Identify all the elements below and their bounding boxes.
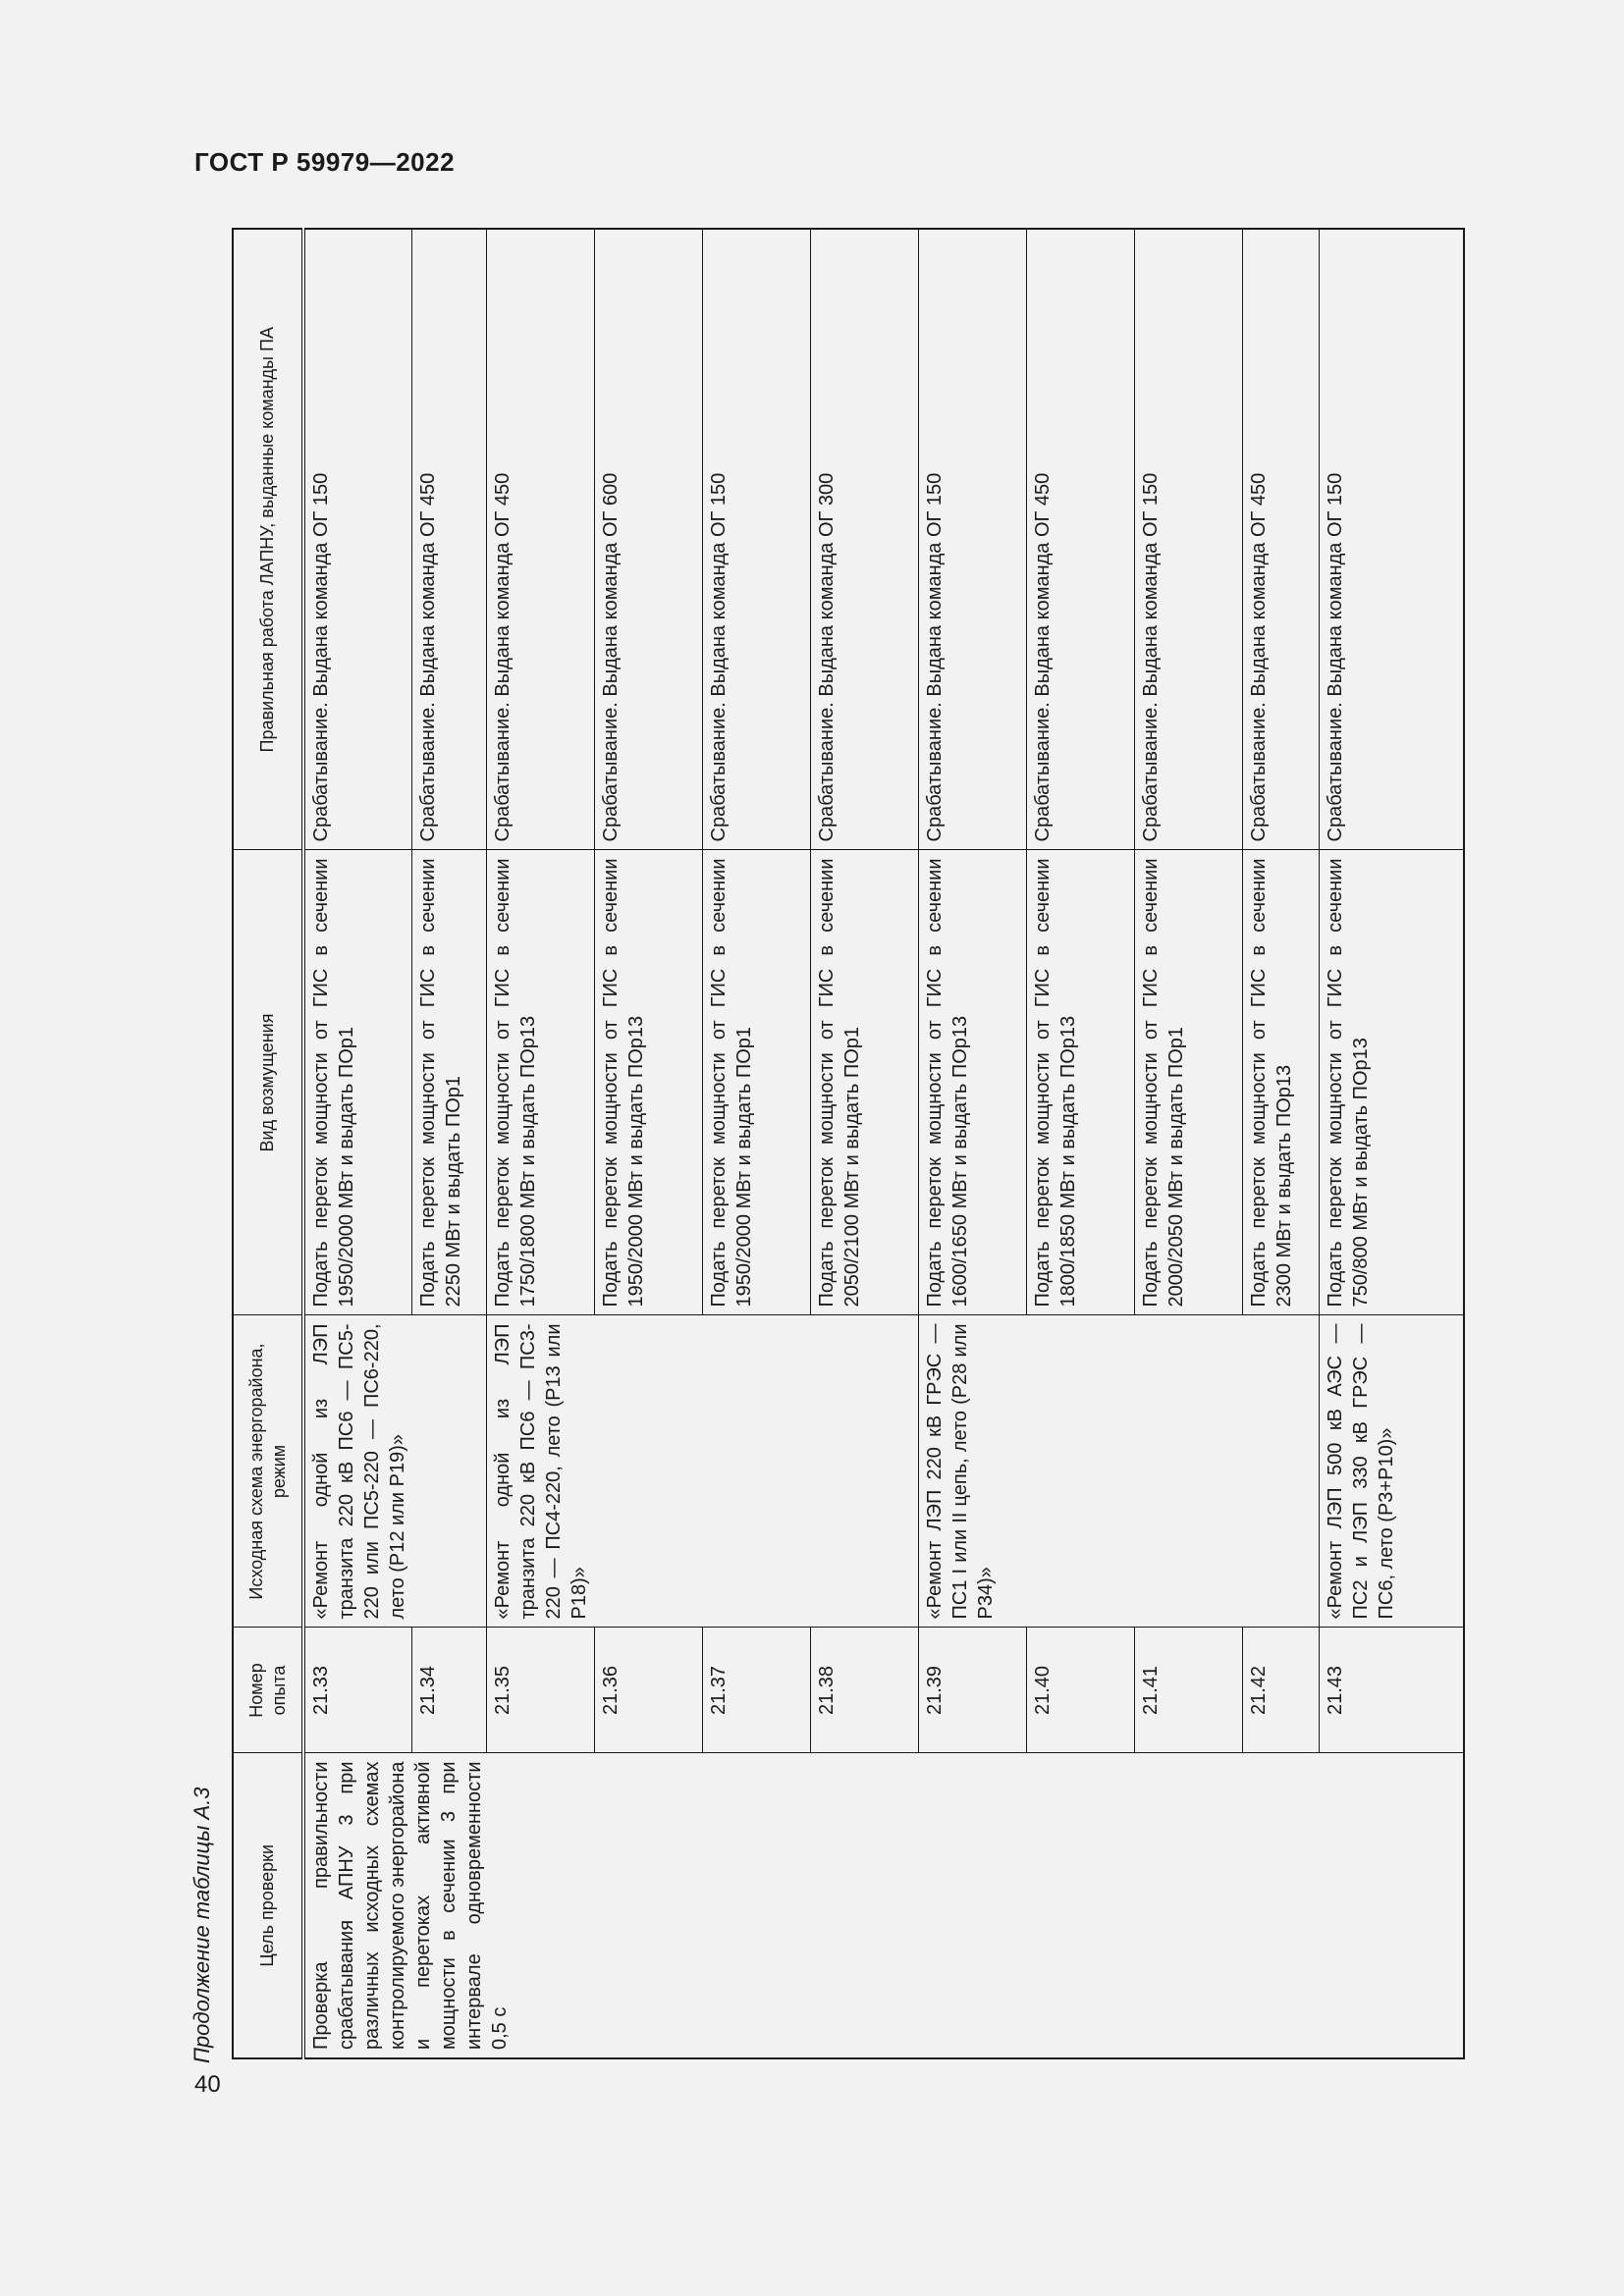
- test-table: [232, 228, 1465, 2059]
- table-row: [303, 229, 411, 2058]
- table-header-row: [233, 229, 303, 2058]
- experiment-number: 21.36: [594, 1628, 702, 1753]
- goal-cell: Проверка правильности срабатывания АПНУ 3 при различных исходных схемах контролируемого энергорайона и перетоках активной мощности в сечении 3 при интервале одновременности 0,5 с: [303, 1753, 1464, 2058]
- result-cell: Срабатывание. Выдана команда ОГ 450: [411, 229, 486, 850]
- result-cell: Срабатывание. Выдана команда ОГ 150: [1134, 229, 1242, 850]
- experiment-number: 21.39: [918, 1628, 1026, 1753]
- disturbance-cell: Подать переток мощности от ГИС в сечении 750/800 МВт и выдать ПОр13: [1319, 850, 1464, 1315]
- column-header-result: Правильная работа ЛАПНУ, выданные команды ПА: [233, 229, 303, 850]
- result-cell: Срабатывание. Выдана команда ОГ 300: [810, 229, 918, 850]
- disturbance-cell: Подать переток мощности от ГИС в сечении 1750/1800 МВт и выдать ПОр13: [486, 850, 594, 1315]
- disturbance-cell: Подать переток мощности от ГИС в сечении 2000/2050 МВт и выдать ПОр1: [1134, 850, 1242, 1315]
- disturbance-cell: Подать переток мощности от ГИС в сечении 2250 МВт и выдать ПОр1: [411, 850, 486, 1315]
- experiment-number: 21.40: [1026, 1628, 1134, 1753]
- scheme-cell: «Ремонт одной из ЛЭП транзита 220 кВ ПС6 — ПС5-220 или ПС5-220 — ПС6-220, лето (Р12 или Р19)»: [303, 1315, 486, 1628]
- result-cell: Срабатывание. Выдана команда ОГ 150: [702, 229, 810, 850]
- experiment-number: 21.35: [486, 1628, 594, 1753]
- disturbance-cell: Подать переток мощности от ГИС в сечении 1600/1650 МВт и выдать ПОр13: [918, 850, 1026, 1315]
- result-cell: Срабатывание. Выдана команда ОГ 600: [594, 229, 702, 850]
- experiment-number: 21.37: [702, 1628, 810, 1753]
- rotated-table-wrapper: [232, 230, 1465, 2059]
- scheme-cell: «Ремонт ЛЭП 220 кВ ГРЭС — ПС1 I или II цепь, лето (Р28 или Р34)»: [918, 1315, 1319, 1628]
- scheme-cell: «Ремонт одной из ЛЭП транзита 220 кВ ПС6 — ПС3-220 — ПС4-220, лето (Р13 или Р18)»: [486, 1315, 918, 1628]
- experiment-number: 21.34: [411, 1628, 486, 1753]
- disturbance-cell: Подать переток мощности от ГИС в сечении 2300 МВт и выдать ПОр13: [1242, 850, 1319, 1315]
- document-header-title: ГОСТ Р 59979—2022: [194, 147, 456, 177]
- disturbance-cell: Подать переток мощности от ГИС в сечении 1950/2000 МВт и выдать ПОр13: [594, 850, 702, 1315]
- result-cell: Срабатывание. Выдана команда ОГ 150: [1319, 229, 1464, 850]
- experiment-number: 21.42: [1242, 1628, 1319, 1753]
- result-cell: Срабатывание. Выдана команда ОГ 150: [918, 229, 1026, 850]
- disturbance-cell: Подать переток мощности от ГИС в сечении 1950/2000 МВт и выдать ПОр1: [303, 850, 411, 1315]
- disturbance-cell: Подать переток мощности от ГИС в сечении 2050/2100 МВт и выдать ПОр1: [810, 850, 918, 1315]
- column-header-number: Номер опыта: [233, 1628, 303, 1753]
- result-cell: Срабатывание. Выдана команда ОГ 450: [1026, 229, 1134, 850]
- experiment-number: 21.33: [303, 1628, 411, 1753]
- result-cell: Срабатывание. Выдана команда ОГ 450: [1242, 229, 1319, 850]
- column-header-scheme: Исходная схема энергорайона, режим: [233, 1315, 303, 1628]
- page-number: 40: [194, 2071, 221, 2098]
- experiment-number: 21.41: [1134, 1628, 1242, 1753]
- column-header-disturbance: Вид возмущения: [233, 850, 303, 1315]
- experiment-number: 21.43: [1319, 1628, 1464, 1753]
- table-caption: Продолжение таблицы А.3: [189, 1787, 214, 2063]
- experiment-number: 21.38: [810, 1628, 918, 1753]
- disturbance-cell: Подать переток мощности от ГИС в сечении 1800/1850 МВт и выдать ПОр13: [1026, 850, 1134, 1315]
- result-cell: Срабатывание. Выдана команда ОГ 450: [486, 229, 594, 850]
- result-cell: Срабатывание. Выдана команда ОГ 150: [303, 229, 411, 850]
- scheme-cell: «Ремонт ЛЭП 500 кВ АЭС — ПС2 и ЛЭП 330 кВ ГРЭС — ПС6, лето (Р3+Р10)»: [1319, 1315, 1464, 1628]
- disturbance-cell: Подать переток мощности от ГИС в сечении 1950/2000 МВт и выдать ПОр1: [702, 850, 810, 1315]
- column-header-goal: Цель проверки: [233, 1753, 303, 2058]
